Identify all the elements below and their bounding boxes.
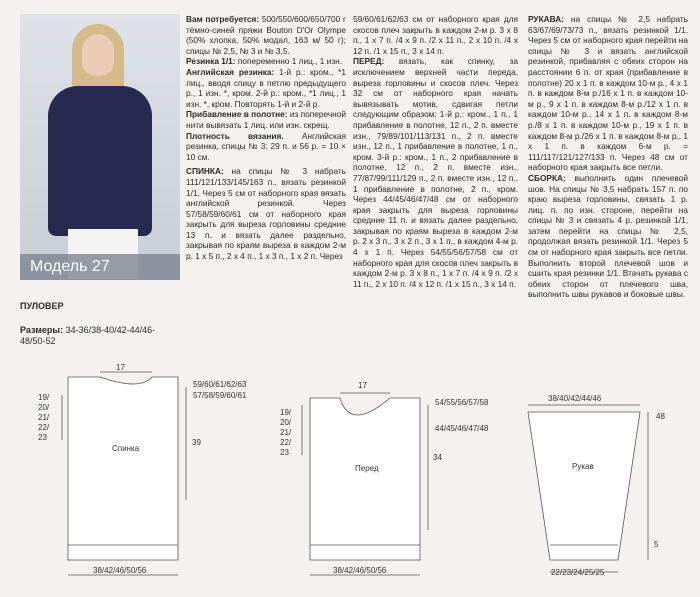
sleeve-name: Рукав	[572, 462, 594, 471]
front-bottom: 38/42/46/50/56	[333, 566, 387, 575]
front-left-measure: 19/ 20/ 21/ 22/ 23	[280, 408, 292, 457]
sleeve-cuff: 5	[654, 540, 659, 549]
sleeve-length: 48	[656, 412, 665, 421]
back-left-measure: 19/ 20/ 21/ 22/ 23	[38, 393, 50, 442]
back-name: Спинка	[112, 444, 140, 453]
back-mid: 39	[192, 438, 201, 447]
instructions-column-3: РУКАВА: на спицы № 2,5 набрать 63/67/69/73/73 п., вязать резинкой 1/1. Через 5 см от наборного края перейти на спицы № 3 и вязать английской резинкой, прибавляя с обеих сторон на расстоянии 6 п. от края (прибавление в полотне) 20 х 1 п. в каждом 10-м р., 4 х 1 п. в каждом 8-м р./16 х 1 п. в каждом 10-м р., 9 х 1 п. в каждом 8-м р./12 х 1 п. в каждом 10-м р., 14 х 1 п. в каждом 8-м р./8 х 1 п. в каждом 10-м р., 19 х 1 п. в каждом 8-м р./26 х 1 п. в каждом 8-м р., 1 х 1 п. в каждом 6-м р. = 111/117/121/127/133 п. Через 48 см от наборного края закрыть все петли. СБОРКА: выполнить один плечевой шов. На спицы № 3,5 набрать 157 п. по краю выреза горловины, связать 1 р. лиц. п. по изн. стороне, перейти на спицы № 3 и связать 4 р. резинкой 1/1, затем перейти на спицы № 2,5, продолжая вязать резинкой 1/1. Через 5 см от наборного края закрыть все петли. Выполнить второй плечевой шов и сшить края резинки 1/1. Втачать рукава с обеих сторон от плечевого шва, выполнить швы рукавов и боковые швы.	[528, 14, 688, 300]
front-mid: 34	[433, 453, 442, 462]
instructions-column-1: Вам потребуется: 500/550/600/650/700 г тёмно-синей пряжи Bouton D'Or Olympe (50% хлопка, 50% модал, 163 м/ 50 г); спицы № 2,5, № 3 и № 3,5. Резинка 1/1: попеременно 1 лиц., 1 изн. Английская резинка: 1-й р.: кром., *1 лиц., вводя спицу в петлю предыдущего р., 1 изн. *, кром. 2-й р.: кром., *1 лиц., 1 изн. *, кром. Повторять 1-й и 2-й р. Прибавление в полотне: из поперечной нити вывязать 1 лиц. или изн. скрещ. Плотность вязания. Английская резинка, спицы № 3: 29 п. и 56 р. = 10 × 10 см. СПИНКА: на спицы № 3 набрать 111/121/133/145/163 п., вязать резинкой 1/1. Через 5 см от наборного края вязать английской резинкой. Через 57/58/59/60/61 см от наборного края закрыть для выреза горловины средние 13 п. и вязать далее раздельно, закрывая по краям выреза в каждом 2-м р. 1 х 5 п., 2 х 4 п., 1 х 3 п., 1 х 2 п. Через	[186, 14, 346, 262]
back-bottom: 38/42/46/50/56	[93, 566, 147, 575]
sizes: Размеры: 34-36/38-40/42-44/46-48/50-52	[20, 325, 156, 346]
front-right-2: 44/45/46/47/48	[435, 424, 489, 433]
back-top-width: 17	[116, 363, 125, 372]
front-right-1: 54/55/56/57/58	[435, 398, 489, 407]
front-top-width: 17	[358, 381, 367, 390]
instructions-column-2: 59/60/61/62/63 см от наборного края для скосов плеч закрыть в каждом 2-м р. 3 х 8 п., 1 х 7 п. /4 х 9 п. /2 х 11 п., 2 х 10 п. /4 х 12 п. /1 х 15 п., 3 х 14 п. ПЕРЕД: вязать, как спинку, за исключением верхней части переда, выреза горловины и скосов плеч. Через 32 см от наборного края начать вывязывать мотив, сдвигая петли следующим образом: 1-й р.: кром., 1 п., 1 прибавление в полотне, 12 п., 2 п. вместе изн., 79/89/101/113/131 п., 2 п. вместе изн., 12 п., 1 прибавление в полотне, 1 п., кром. 3-й р.: кром., 1 п., 2 прибавление в полотне, 12 п., 2 п. вместе изн., 77/87/99/111/129 п., 2 п. вместе изн., 12 п., 1 прибавление в полотне, 2 п., кром. Через 44/45/46/47/48 см от наборного края закрыть для выреза горловины средние 11 п. и вязать далее раздельно, закрывая по краям выреза в каждом 2-м р. 2 х 3 п., 3 х 2 п., 3 х 1 п., в каждом 4-м р. 4 х 1 п. Через 54/55/56/57/58 см от наборного края для скосов плеч закрыть в каждом 2-м р. 3 х 8 п., 1 х 7 п. /4 х 9 п. /2 х 11 п., 2 х 10 п. /4 х 12 п. /1 х 15 п., 3 х 14 п.	[353, 14, 518, 289]
sleeve-top: 38/40/42/44/46	[548, 394, 602, 403]
back-right-2: 57/58/59/60/61	[193, 391, 247, 400]
sleeve-bottom: 22/23/24/25/25	[551, 568, 605, 577]
front-name: Перед	[355, 464, 379, 473]
back-right-1: 59/60/61/62/63	[193, 380, 247, 389]
model-caption: Модель 27	[20, 254, 180, 280]
pattern-title: ПУЛОВЕР	[20, 301, 64, 311]
